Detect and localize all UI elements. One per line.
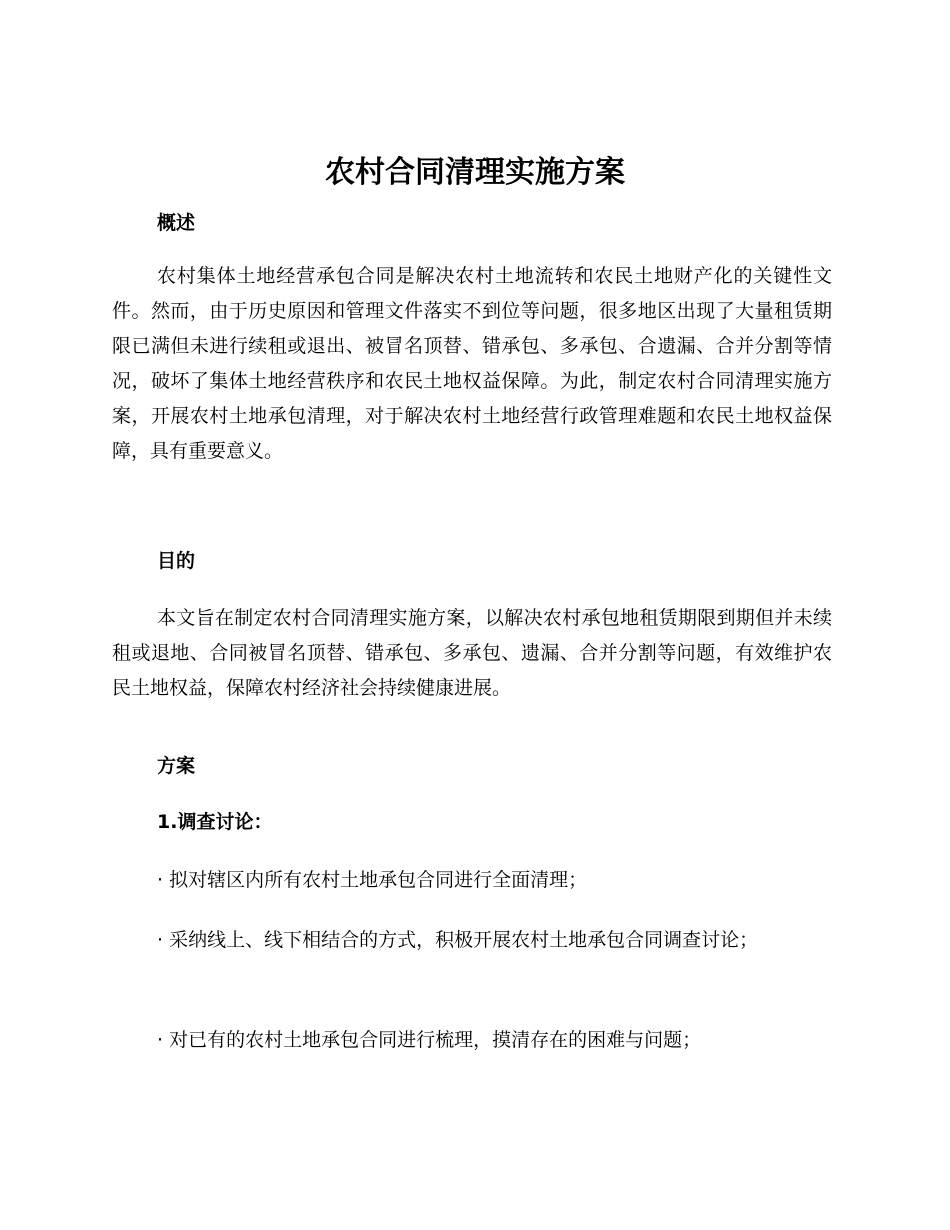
document-title: 农村合同清理实施方案 (325, 155, 625, 190)
plan-bullet-item: · 对已有的农村土地承包合同进行梳理，摸清存在的困难与问题； (157, 1029, 702, 1051)
plan-bullet-item: · 采纳线上、线下相结合的方式，积极开展农村土地承包合同调查讨论； (157, 929, 759, 951)
plan-subheading: 1.调查讨论： (157, 811, 273, 833)
section-heading-plan: 方案 (157, 755, 196, 777)
plan-bullet-item: · 拟对辖区内所有农村土地承包合同进行全面清理； (157, 869, 588, 891)
purpose-paragraph: 本文旨在制定农村合同清理实施方案，以解决农村承包地租赁期限到期但并未续租或退地、合同被冒名顶替、错承包、多承包、遗漏、合并分割等问题，有效维护农民土地权益，保障农村经济社会持续健康进展。 (112, 607, 832, 699)
section-heading-overview: 概述 (157, 212, 196, 234)
overview-paragraph: 农村集体土地经营承包合同是解决农村土地流转和农民土地财产化的关键性文件。然而，由于历史原因和管理文件落实不到位等问题，很多地区出现了大量租赁期限已满但未进行续租或退出、被冒名顶替、错承包、多承包、合遗漏、合并分割等情况，破坏了集体土地经营秩序和农民土地权益保障。为此，制定农村合同清理实施方案，开展农村土地承包清理，对于解决农村土地经营行政管理难题和农民土地权益保障，具有重要意义。 (112, 265, 832, 462)
section-heading-purpose: 目的 (157, 550, 196, 572)
